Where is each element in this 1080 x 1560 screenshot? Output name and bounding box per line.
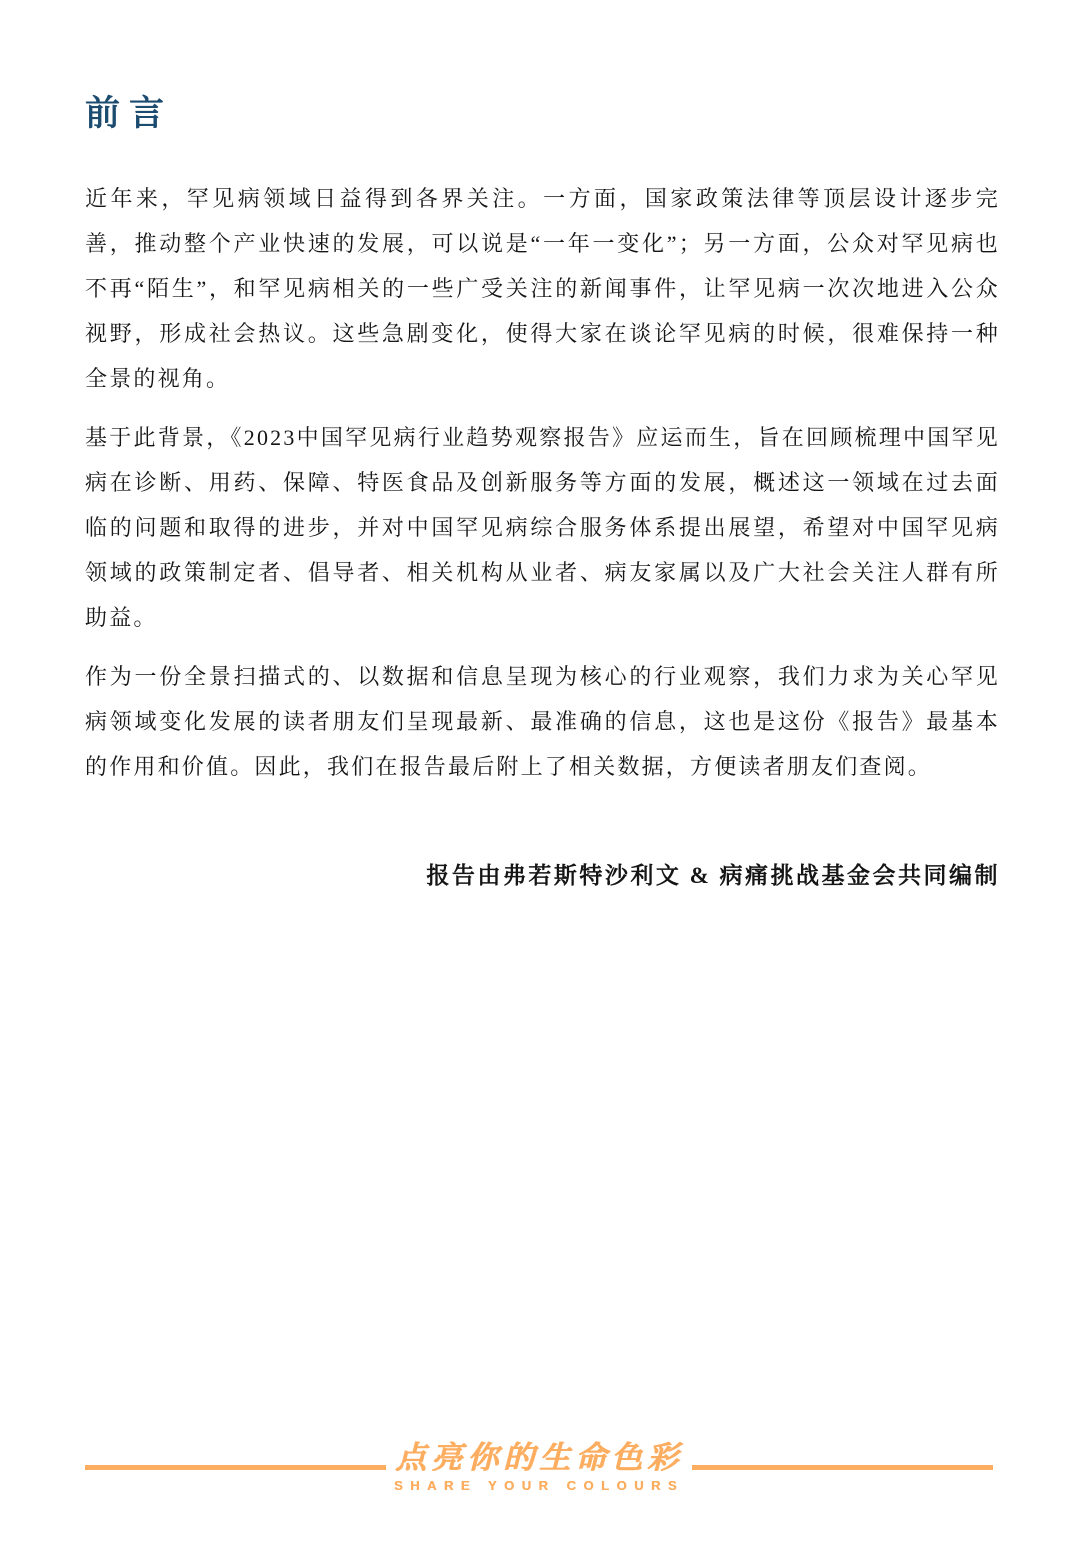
footer-rule-left: [85, 1465, 386, 1470]
footer-logo: [394, 1441, 684, 1493]
paragraph-2: 基于此背景，《2023中国罕见病行业趋势观察报告》应运而生，旨在回顾梳理中国罕见病在诊断、用药、保障、特医食品及创新服务等方面的发展，概述这一领域在过去面临的问题和取得的进步，并对中国罕见病综合服务体系提出展望，希望对中国罕见病领域的政策制定者、倡导者、相关机构从业者、病友家属以及广大社会关注人群有所助益。: [85, 425, 1000, 630]
footer: [85, 1441, 993, 1493]
credit-line: 报告由弗若斯特沙利文 & 病痛挑战基金会共同编制: [426, 863, 1000, 888]
body-text: [85, 176, 1000, 789]
footer-slogan-english: SHARE YOUR COLOURS: [393, 1478, 685, 1493]
page-title: 前言: [85, 94, 174, 133]
footer-rule-right: [692, 1465, 993, 1470]
footer-slogan-chinese: 点亮你的生命色彩: [395, 1440, 683, 1475]
paragraph-1: 近年来，罕见病领域日益得到各界关注。一方面，国家政策法律等顶层设计逐步完善，推动整个产业快速的发展，可以说是“一年一变化”；另一方面，公众对罕见病也不再“陌生”，和罕见病相关的一些广受关注的新闻事件，让罕见病一次次地进入公众视野，形成社会热议。这些急剧变化，使得大家在谈论罕见病的时候，很难保持一种全景的视角。: [85, 186, 1000, 391]
paragraph-3: 作为一份全景扫描式的、以数据和信息呈现为核心的行业观察，我们力求为关心罕见病领域变化发展的读者朋友们呈现最新、最准确的信息，这也是这份《报告》最基本的作用和价值。因此，我们在报告最后附上了相关数据，方便读者朋友们查阅。: [85, 664, 1000, 779]
